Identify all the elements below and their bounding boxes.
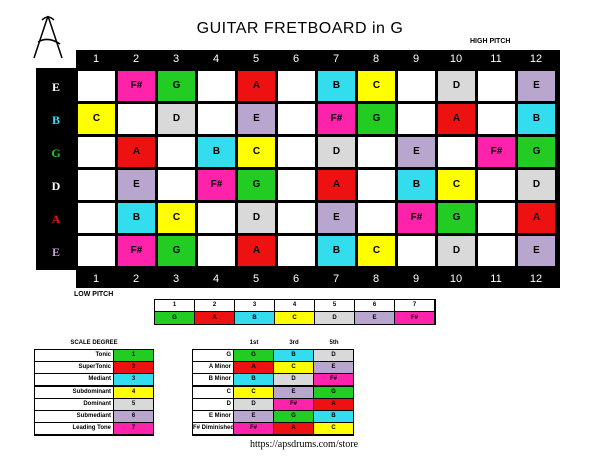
note-cell: B: [318, 236, 355, 266]
note-cell: [198, 203, 235, 233]
scale-degree-number: 6: [114, 411, 153, 422]
string-labels: [36, 68, 76, 270]
legend-note: B: [235, 312, 274, 324]
chord-note: C: [314, 423, 353, 434]
note-cell: C: [438, 170, 475, 200]
fret-number: 12: [529, 273, 543, 285]
note-cell: G: [358, 104, 395, 134]
note-cell: D: [318, 137, 355, 167]
chord-note: E: [234, 411, 273, 422]
note-cell: [198, 236, 235, 266]
fret-number: 9: [412, 53, 420, 65]
chord-header: 5th: [329, 340, 339, 346]
chord-name: F# Diminished: [193, 423, 233, 434]
note-cell: D: [238, 203, 275, 233]
chord-note: G: [274, 411, 313, 422]
chord-note: C: [274, 362, 313, 373]
note-cell: G: [518, 137, 555, 167]
fret-number: 5: [252, 53, 260, 65]
fret-number: 6: [292, 273, 300, 285]
fret-number: 4: [212, 273, 220, 285]
note-cell: [78, 71, 115, 101]
chord-note: A: [314, 399, 353, 410]
note-cell: [78, 170, 115, 200]
note-cell: [358, 203, 395, 233]
fret-number: 12: [529, 53, 543, 65]
scale-degree-header: SCALE DEGREE: [70, 340, 118, 346]
note-cell: [438, 137, 475, 167]
chord-name: C: [193, 387, 233, 398]
scale-degree-number: 3: [114, 374, 153, 385]
note-cell: B: [198, 137, 235, 167]
chord-header: 3rd: [289, 340, 299, 346]
fret-number: 9: [412, 273, 420, 285]
note-cell: B: [318, 71, 355, 101]
chord-note: F#: [314, 374, 353, 385]
note-cell: [278, 137, 315, 167]
chord-table: [192, 340, 354, 436]
legend-degree: 1: [155, 300, 194, 311]
scale-degree-number: 1: [114, 350, 153, 361]
note-cell: G: [438, 203, 475, 233]
note-cell: D: [438, 236, 475, 266]
note-cell: [478, 104, 515, 134]
scale-degree-number: 4: [114, 387, 153, 398]
note-cell: [398, 236, 435, 266]
chord-note: A: [274, 423, 313, 434]
note-cell: F#: [478, 137, 515, 167]
string-label: B: [51, 113, 60, 127]
fret-number: 6: [292, 53, 300, 65]
legend-degree: 4: [275, 300, 314, 311]
scale-degree-number: 5: [114, 399, 153, 410]
fret-number: 2: [132, 53, 140, 65]
fret-number: 7: [332, 53, 340, 65]
legend-note: D: [315, 312, 354, 324]
fret-number: 3: [172, 273, 180, 285]
chord-note: D: [234, 399, 273, 410]
fret-number: 11: [490, 273, 502, 285]
note-cell: [158, 137, 195, 167]
scale-degree-name: SuperTonic: [35, 362, 113, 373]
store-url: https://apsdrums.com/store: [250, 439, 359, 450]
note-cell: E: [518, 71, 555, 101]
note-cell: [398, 71, 435, 101]
note-cell: [278, 71, 315, 101]
chord-header: 1st: [249, 340, 259, 346]
note-cell: D: [158, 104, 195, 134]
chord-name: B Minor: [193, 374, 233, 385]
note-cell: [278, 203, 315, 233]
note-cell: [198, 71, 235, 101]
string-label: E: [51, 245, 60, 259]
fret-number: 2: [132, 273, 140, 285]
fret-number: 7: [332, 273, 340, 285]
fret-numbers-top: [76, 50, 560, 68]
string-label: D: [51, 179, 61, 193]
note-cell: A: [118, 137, 155, 167]
note-cell: G: [158, 71, 195, 101]
note-cell: [78, 137, 115, 167]
note-cell: [478, 71, 515, 101]
note-cell: F#: [198, 170, 235, 200]
legend-note: F#: [395, 312, 434, 324]
fret-number: 8: [372, 53, 380, 65]
note-cell: [78, 236, 115, 266]
note-cell: C: [78, 104, 115, 134]
chord-note: F#: [234, 423, 273, 434]
note-cell: [358, 170, 395, 200]
note-cell: C: [358, 71, 395, 101]
scale-degree-name: Tonic: [35, 350, 113, 361]
note-cell: B: [518, 104, 555, 134]
fret-number: 5: [252, 273, 260, 285]
page-title: GUITAR FRETBOARD in G: [196, 20, 404, 37]
scale-degree-name: Dominant: [35, 399, 113, 410]
chord-note: B: [274, 350, 313, 361]
note-cell: E: [118, 170, 155, 200]
note-cell: F#: [118, 236, 155, 266]
string-label: A: [51, 212, 61, 226]
scale-degree-name: Submediant: [35, 411, 113, 422]
note-cell: D: [438, 71, 475, 101]
scale-degree-name: Subdominant: [35, 387, 113, 398]
chord-note: D: [314, 350, 353, 361]
string-label: G: [51, 146, 61, 160]
fret-number: 1: [92, 273, 100, 285]
fretboard-grid: [76, 68, 560, 270]
note-cell: [278, 236, 315, 266]
chord-name: G: [193, 350, 233, 361]
note-cell: C: [358, 236, 395, 266]
scale-degree-number: 7: [114, 423, 153, 434]
legend-note: E: [355, 312, 394, 324]
chord-note: E: [314, 362, 353, 373]
chord-note: C: [234, 387, 273, 398]
fret-number: 1: [92, 53, 100, 65]
chord-note: G: [234, 350, 273, 361]
note-cell: G: [238, 170, 275, 200]
note-cell: E: [398, 137, 435, 167]
legend-degree: 6: [355, 300, 394, 311]
fret-number: 11: [490, 53, 502, 65]
string-label: E: [51, 80, 60, 94]
chord-note: B: [314, 411, 353, 422]
fret-number: 4: [212, 53, 220, 65]
note-cell: [478, 170, 515, 200]
scale-degree-name: Mediant: [35, 374, 113, 385]
note-cell: B: [118, 203, 155, 233]
note-cell: F#: [318, 104, 355, 134]
note-cell: E: [238, 104, 275, 134]
high-pitch-label: HIGH PITCH: [470, 38, 511, 45]
note-cell: A: [518, 203, 555, 233]
note-cell: A: [238, 236, 275, 266]
note-cell: E: [518, 236, 555, 266]
note-cell: [118, 104, 155, 134]
fret-numbers-bottom: [76, 270, 560, 288]
note-cell: B: [398, 170, 435, 200]
chord-note: B: [234, 374, 273, 385]
scale-degree-body: [34, 349, 154, 436]
scale-degree-number: 2: [114, 362, 153, 373]
note-cell: A: [238, 71, 275, 101]
chord-note: D: [274, 374, 313, 385]
note-cell: [278, 104, 315, 134]
note-cell: [158, 170, 195, 200]
fret-number: 10: [449, 53, 463, 65]
fret-number: 3: [172, 53, 180, 65]
legend-degree: 5: [315, 300, 354, 311]
note-cell: G: [158, 236, 195, 266]
chord-note: E: [274, 387, 313, 398]
note-cell: D: [518, 170, 555, 200]
note-cell: A: [318, 170, 355, 200]
scale-degree-name: Leading Tone: [35, 423, 113, 434]
note-legend-table: [154, 299, 436, 325]
legend-degree: 2: [195, 300, 234, 311]
note-cell: [478, 203, 515, 233]
note-cell: C: [158, 203, 195, 233]
note-cell: [358, 137, 395, 167]
note-cell: F#: [118, 71, 155, 101]
chord-name: A Minor: [193, 362, 233, 373]
chord-note: F#: [274, 399, 313, 410]
legend-note: C: [275, 312, 314, 324]
legend-note: A: [195, 312, 234, 324]
legend-note: G: [155, 312, 194, 324]
note-cell: A: [438, 104, 475, 134]
fret-number: 8: [372, 273, 380, 285]
note-cell: C: [238, 137, 275, 167]
note-cell: F#: [398, 203, 435, 233]
aps-logo-icon: [30, 14, 66, 60]
scale-degree-table: [34, 340, 154, 436]
note-cell: E: [318, 203, 355, 233]
chord-name: D: [193, 399, 233, 410]
low-pitch-label: LOW PITCH: [74, 291, 114, 298]
chord-name: E Minor: [193, 411, 233, 422]
note-cell: [78, 203, 115, 233]
chord-note: G: [314, 387, 353, 398]
chord-note: A: [234, 362, 273, 373]
chord-body: [192, 349, 354, 436]
note-cell: [478, 236, 515, 266]
note-cell: [278, 170, 315, 200]
fret-number: 10: [449, 273, 463, 285]
note-cell: [198, 104, 235, 134]
legend-degree: 3: [235, 300, 274, 311]
note-cell: [398, 104, 435, 134]
legend-degree: 7: [395, 300, 434, 311]
